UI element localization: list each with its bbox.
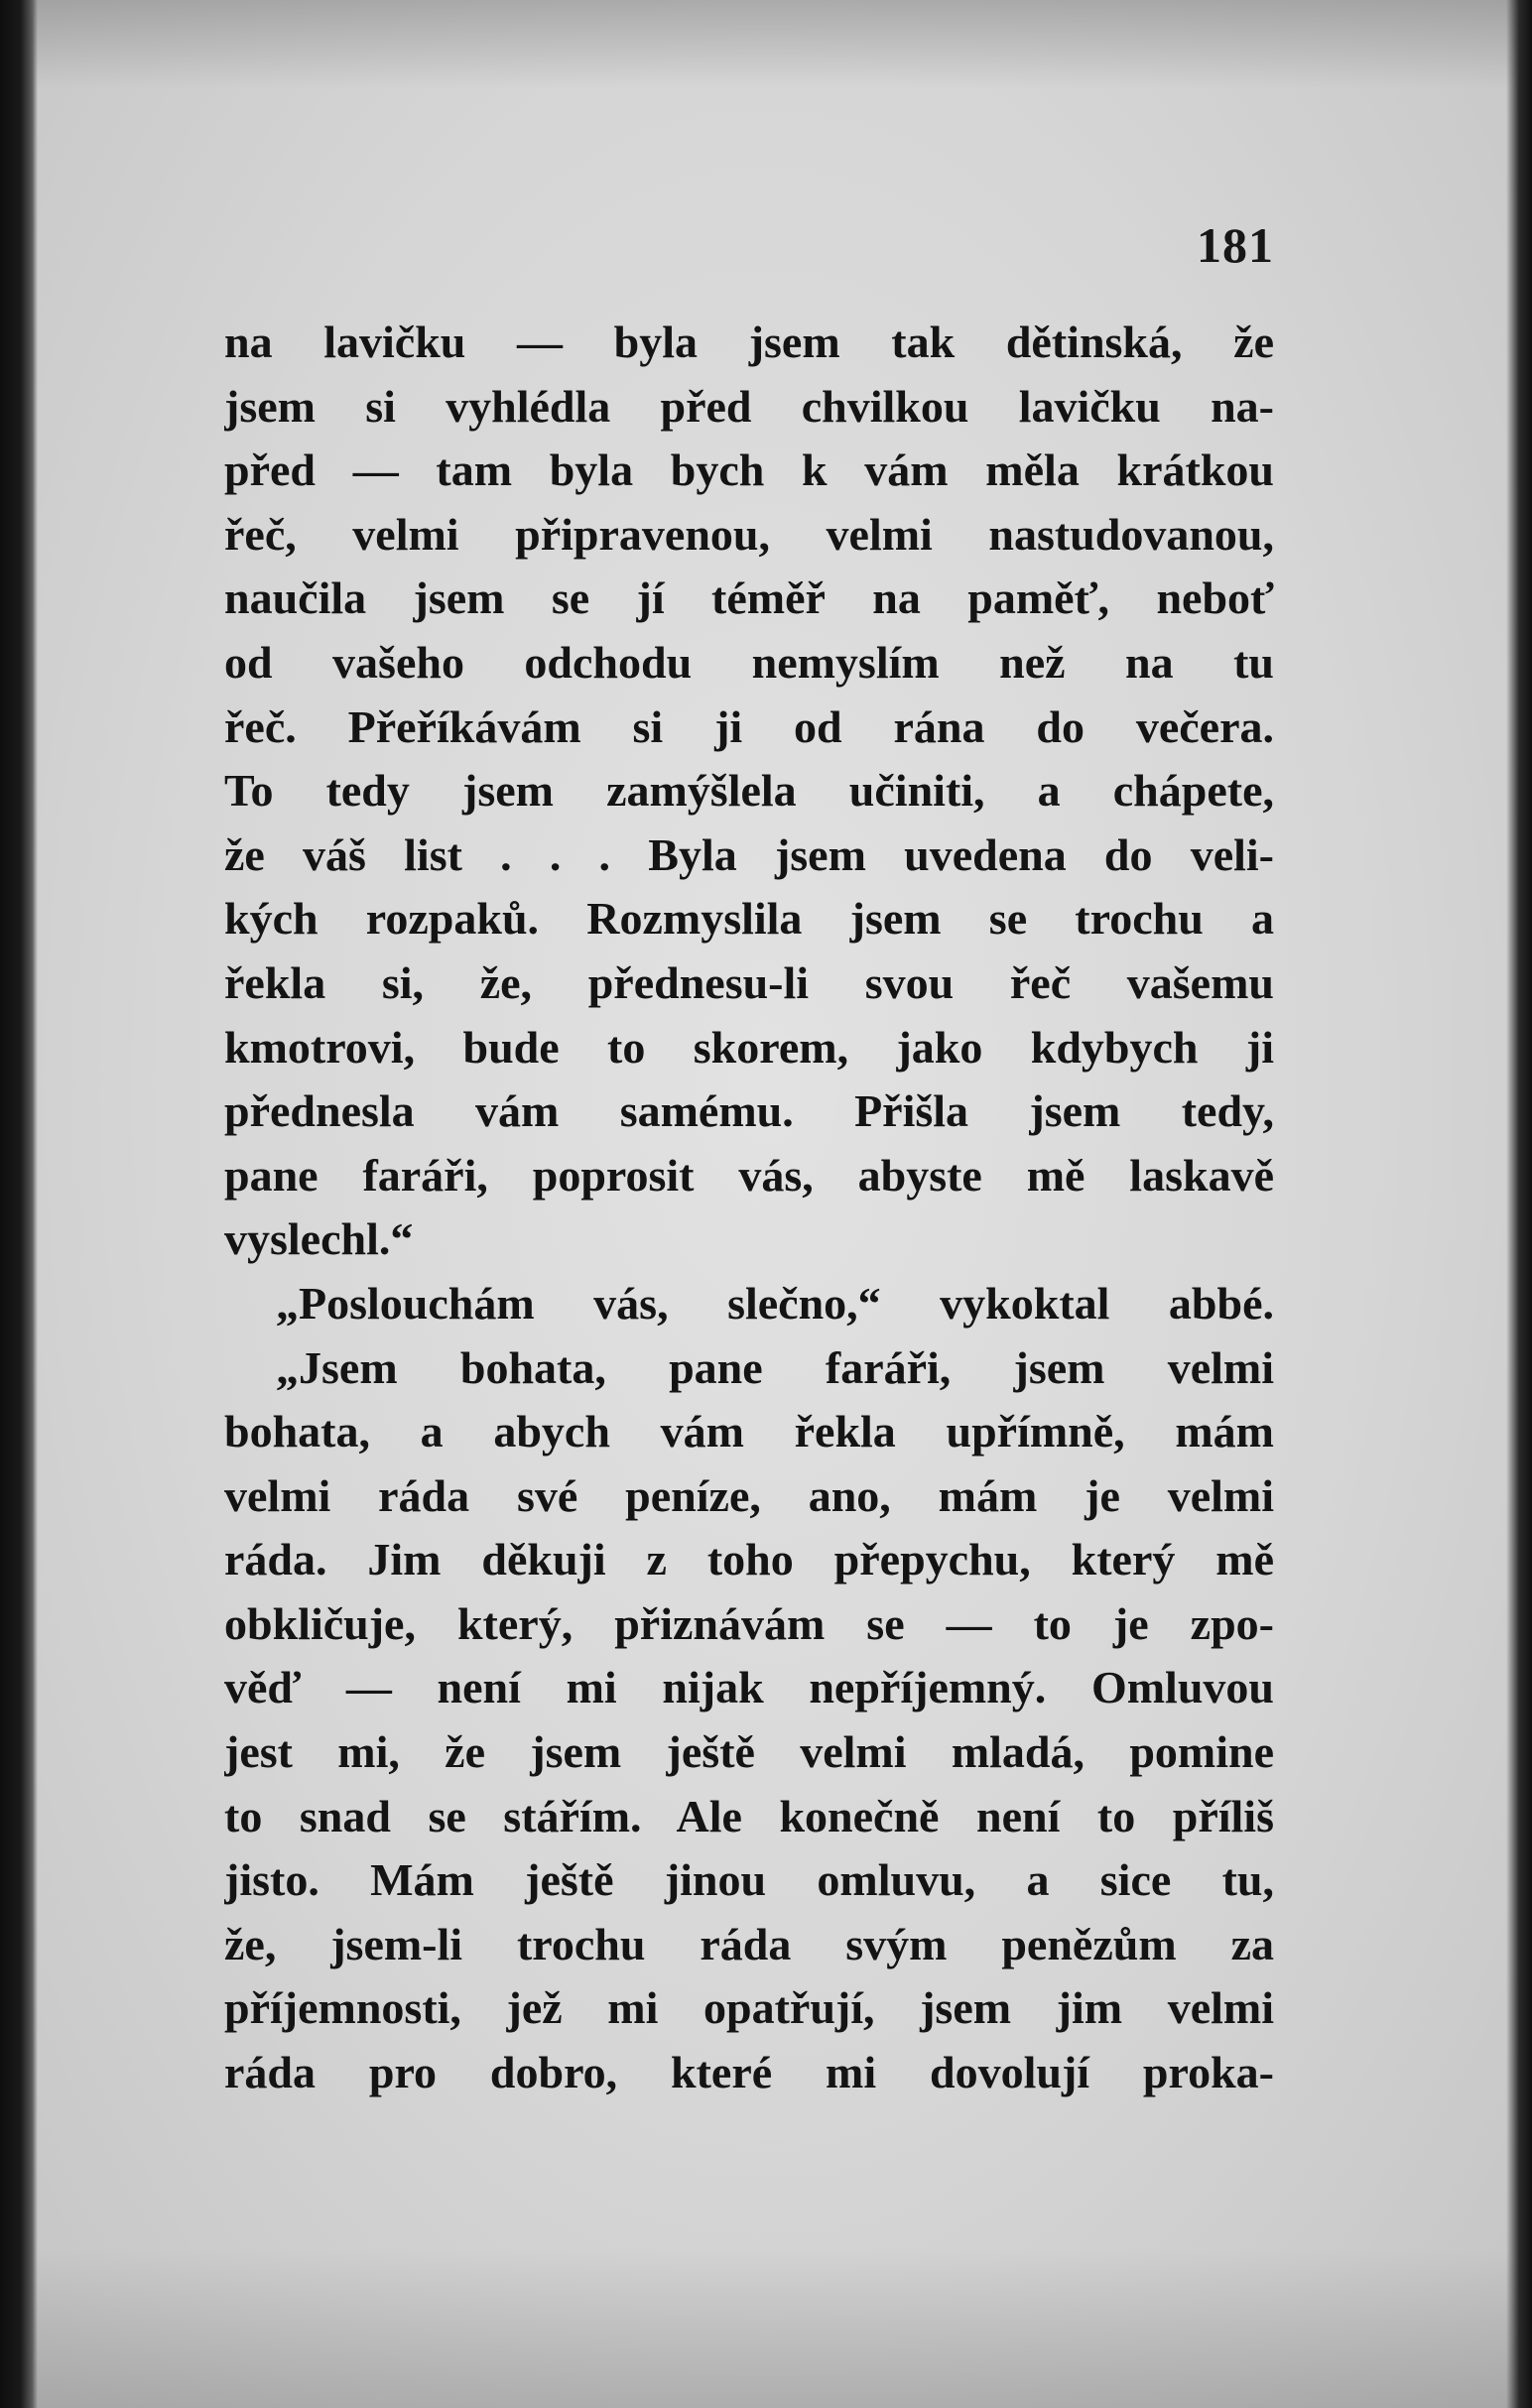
text-line: pane faráři, poprosit vás, abyste mě laskavě xyxy=(224,1149,1274,1201)
text-line: od vašeho odchodu nemyslím než na tu xyxy=(224,636,1274,688)
binding-edge xyxy=(0,0,38,2408)
text-line: vyslechl.“ xyxy=(224,1213,414,1265)
text-line: ráda. Jim děkuji z toho přepychu, který mě xyxy=(224,1534,1274,1585)
bottom-shadow xyxy=(0,2249,1532,2408)
text-line: na lavičku — byla jsem tak dětinská, že xyxy=(224,317,1274,367)
text-line: kých rozpaků. Rozmyslila jsem se trochu a xyxy=(224,893,1274,945)
text-line: řeč, velmi připravenou, velmi nastudovanou, xyxy=(224,508,1274,560)
text-line: jisto. Mám ještě jinou omluvu, a sice tu, xyxy=(224,1854,1274,1906)
text-line: naučila jsem se jí téměř na paměť, neboť xyxy=(224,572,1274,624)
text-line: to snad se stářím. Ale konečně není to příliš xyxy=(224,1790,1274,1841)
text-line: příjemnosti, jež mi opatřují, jsem jim velmi xyxy=(224,1982,1274,2034)
text-line: velmi ráda své peníze, ano, mám je velmi xyxy=(224,1469,1274,1521)
page-number: 181 xyxy=(1197,217,1274,273)
text-line: kmotrovi, bude to skorem, jako kdybych ji xyxy=(224,1021,1274,1073)
body-text xyxy=(224,311,1274,2105)
text-line: „Poslouchám vás, slečno,“ vykoktal abbé. xyxy=(276,1277,1274,1329)
text-line: To tedy jsem zamýšlela učiniti, a chápete, xyxy=(224,765,1274,817)
text-line: „Jsem bohata, pane faráři, jsem velmi xyxy=(276,1341,1274,1393)
top-shadow xyxy=(0,0,1532,89)
text-line: že váš list . . . Byla jsem uvedena do veli- xyxy=(224,828,1274,880)
text-line: obkličuje, který, přiznávám se — to je zpo- xyxy=(224,1597,1274,1649)
text-line: jsem si vyhlédla před chvilkou lavičku na- xyxy=(224,380,1274,432)
text-line: jest mi, že jsem ještě velmi mladá, pomine xyxy=(224,1726,1274,1778)
text-line: věď — není mi nijak nepříjemný. Omluvou xyxy=(224,1662,1274,1713)
text-line: ráda pro dobro, které mi dovolují proka- xyxy=(224,2047,1274,2098)
text-line: řeč. Přeříkávám si ji od rána do večera. xyxy=(224,700,1274,752)
right-page-edge xyxy=(1506,0,1532,2408)
text-line: před — tam byla bych k vám měla krátkou xyxy=(224,444,1274,496)
text-line: bohata, a abych vám řekla upřímně, mám xyxy=(224,1406,1274,1457)
text-line: přednesla vám samému. Přišla jsem tedy, xyxy=(224,1085,1274,1137)
text-line: řekla si, že, přednesu-li svou řeč vašemu xyxy=(224,956,1274,1008)
text-line: že, jsem-li trochu ráda svým penězům za xyxy=(224,1918,1274,1969)
